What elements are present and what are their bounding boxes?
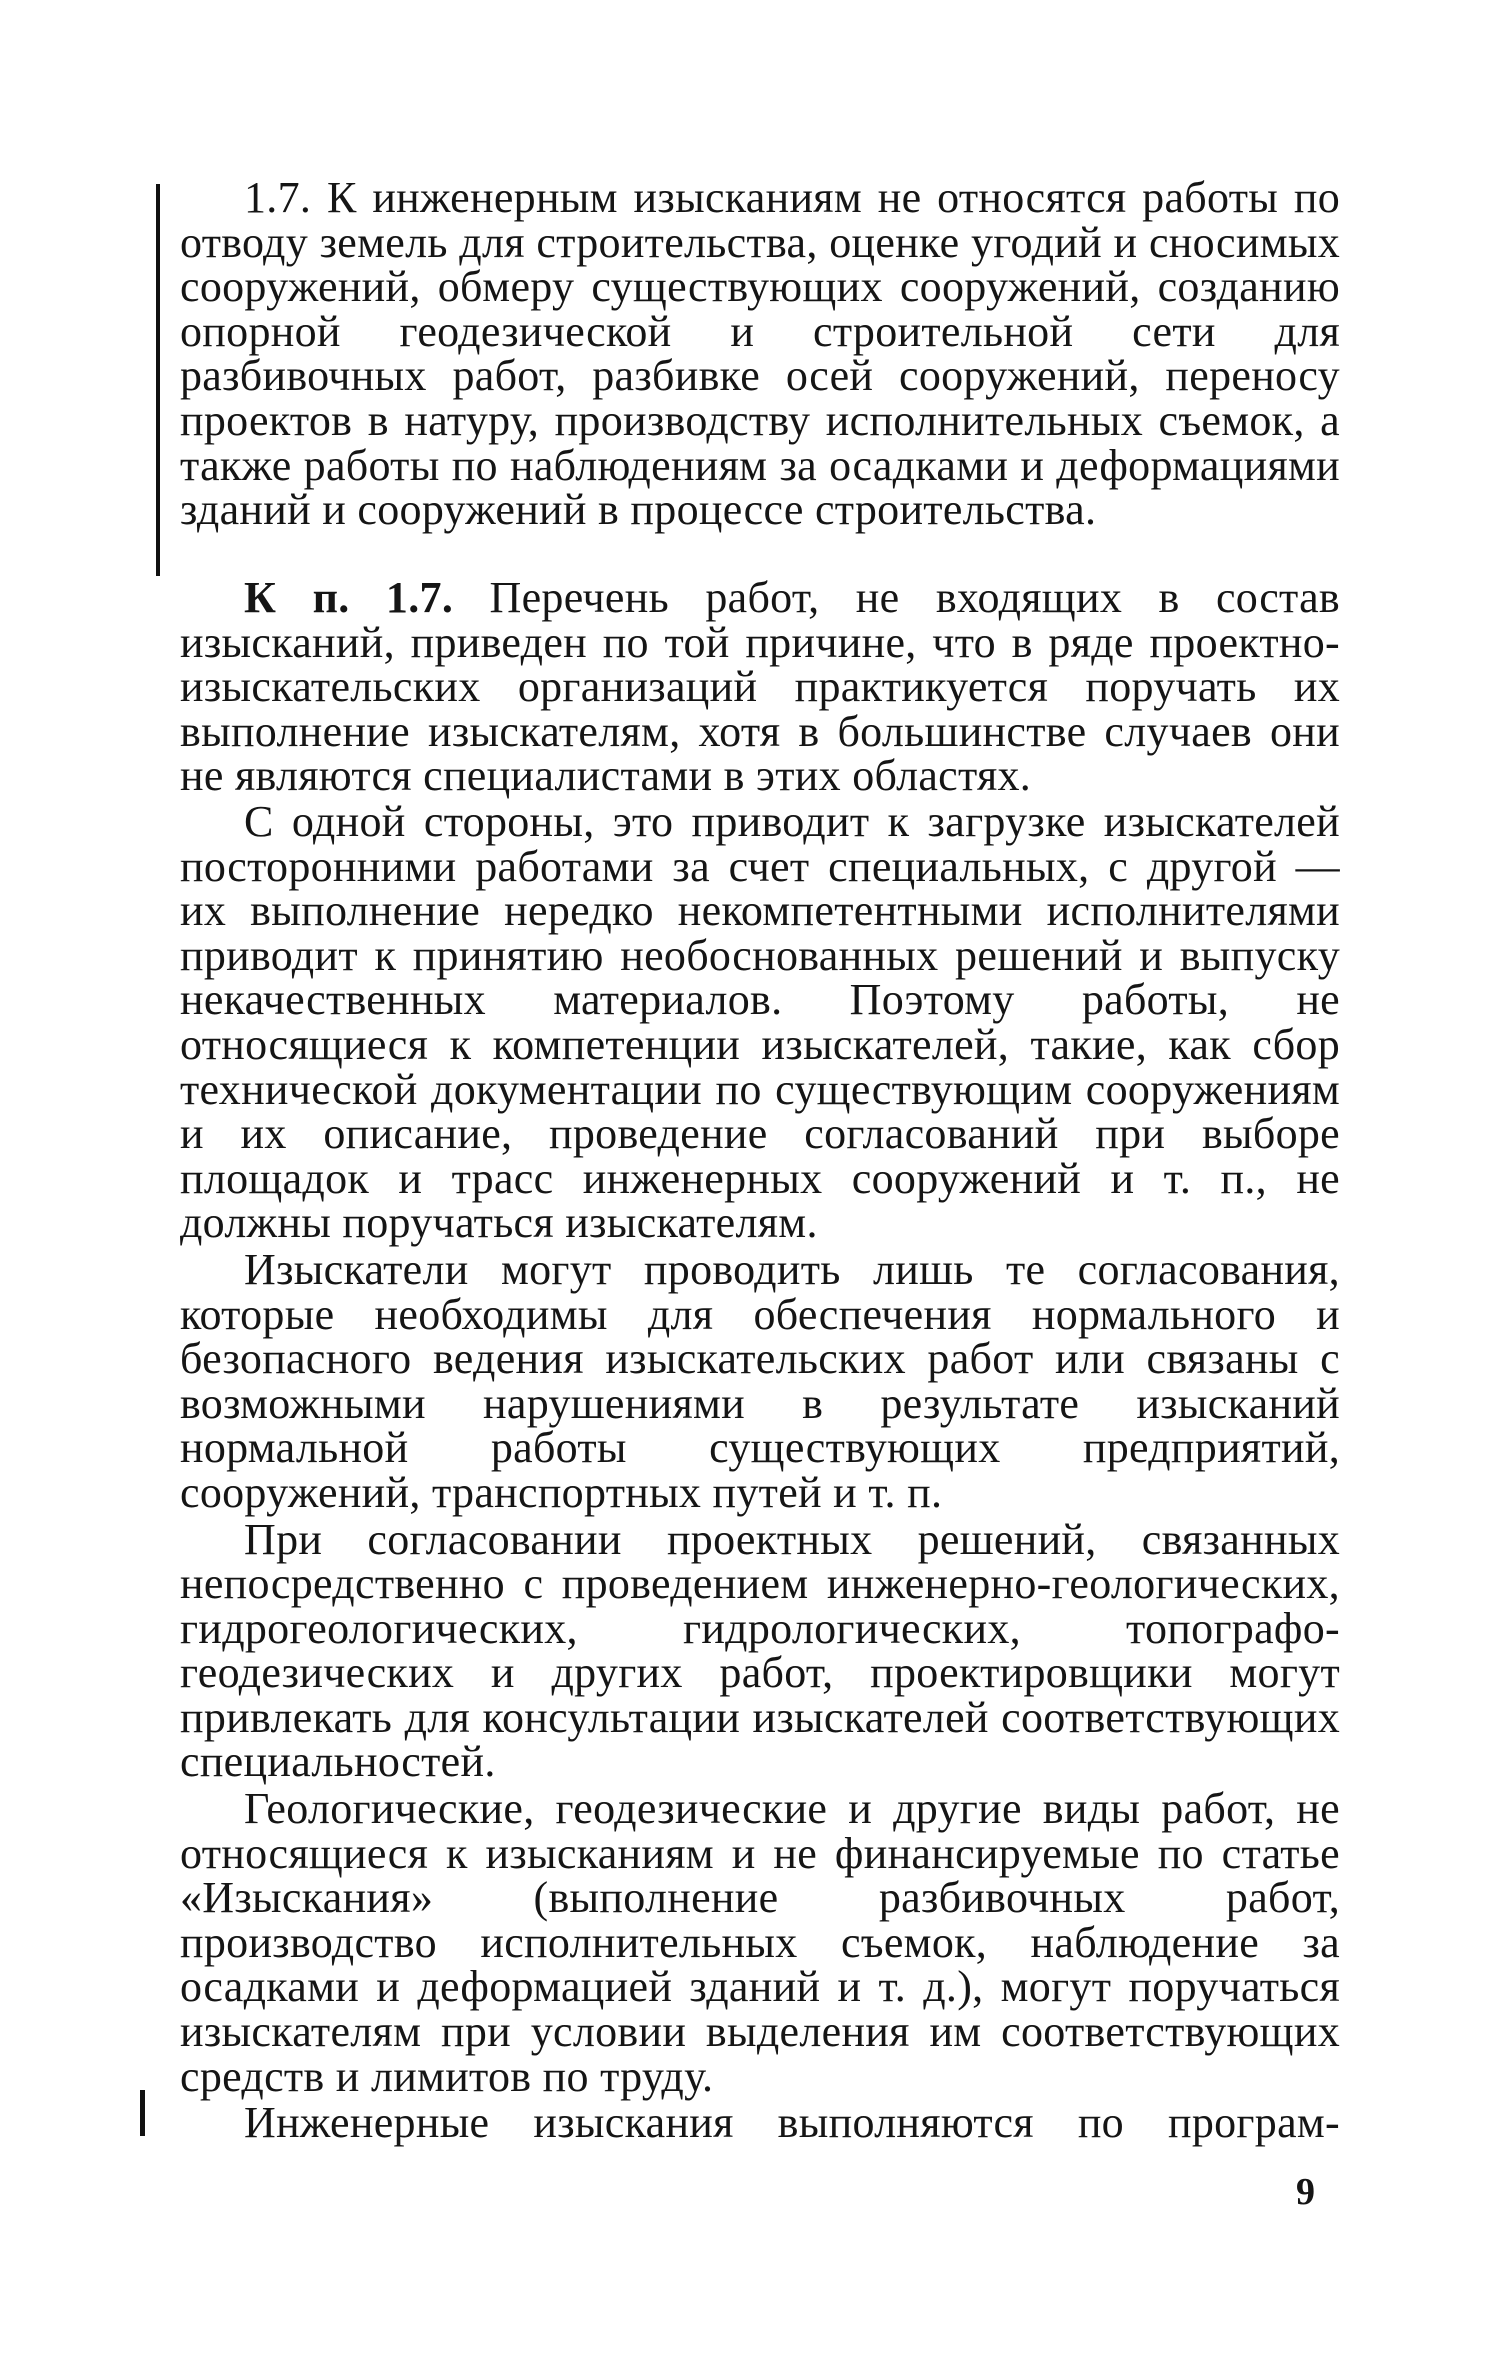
commentary-block	[180, 573, 1340, 801]
section-1-7	[180, 173, 1340, 535]
commentary-text: Перечень работ, не входящих в состав изысканий, приведен по той причине, что в ряде проектно-изыскательских организаций практикуется поручать их выполнение изыскателям, хотя в большинстве случаев они не являются специалистами в этих областях.	[180, 573, 1340, 801]
paragraph-3: При согласовании проектных решений, связанных непосредственно с проведением инженерно-геологических, гидрогеологических, гидрологических, топографо-геодезических и других работ, проектировщики могут привлекать для консультации изыскателей соответствующих специальностей.	[180, 1514, 1340, 1787]
section-1-7-block	[180, 173, 1340, 535]
page-number: 9	[1296, 2171, 1315, 2213]
final-line: Инженерные изыскания выполняются по програм-	[244, 2098, 1340, 2148]
margin-change-bar-bottom	[140, 2090, 145, 2136]
commentary-1-7	[180, 573, 1340, 801]
commentary-label: К п. 1.7.	[244, 573, 454, 622]
paragraph-1: С одной стороны, это приводит к загрузке изыскателей посторонними работами за счет специальных, с другой — их выполнение нередко некомпетентными исполнителями приводит к принятию необоснованных решений и выпуску некачественных материалов. Поэтому работы, не относящиеся к компетенции изыскателей, такие, как сбор технической документации по существующим сооружениям и их описание, проведение согласований при выборе площадок и трасс инженерных сооружений и т. п., не должны поручаться изыскателям.	[180, 797, 1340, 1248]
section-1-7-text: К инженерным изысканиям не относятся работы по отводу земель для строительства, оценке угодий и сносимых сооружений, обмеру существующих сооружений, созданию опорной геодезической и строительной сети для разбивочных работ, разбивке осей сооружений, переносу проектов в натуру, производству исполнительных съемок, а также работы по наблюдениям за осадками и деформациями зданий и сооружений в процессе строительства.	[180, 173, 1340, 535]
paragraph-4: Геологические, геодезические и другие виды работ, не относящиеся к изысканиям и не финансируемые по статье «Изыскания» (выполнение разбивочных работ, производство исполнительных съемок, наблюдение за осадками и деформацией зданий и т. д.), могут поручаться изыскателям при условии выделения им соответствующих средств и лимитов по труду.	[180, 1784, 1340, 2101]
section-1-7-number: 1.7.	[244, 173, 312, 222]
body-paragraphs	[180, 797, 1340, 2148]
paragraph-2: Изыскатели могут проводить лишь те согласования, которые необходимы для обеспечения нормального и безопасного ведения изыскательских работ или связаны с возможными нарушениями в результате изысканий нормальной работы существующих предприятий, сооружений, транспортных путей и т. п.	[180, 1244, 1340, 1517]
margin-change-bar-top	[156, 184, 160, 576]
